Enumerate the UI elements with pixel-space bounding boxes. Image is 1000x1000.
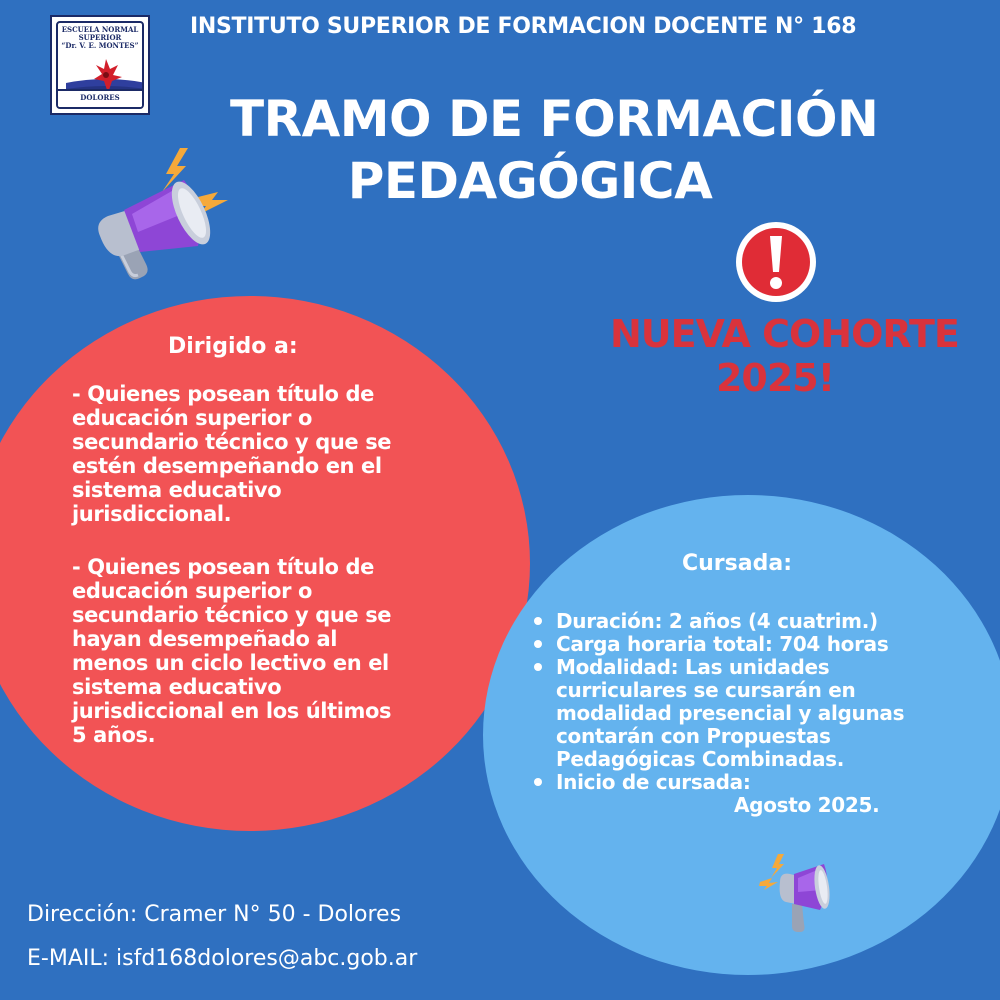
audience-p2-line: menos un ciclo lectivo en el — [72, 651, 389, 675]
email-text: E-MAIL: isfd168dolores@abc.gob.ar — [27, 946, 418, 971]
address-text: Dirección: Cramer N° 50 - Dolores — [27, 902, 402, 927]
audience-p1-line: sistema educativo — [72, 478, 282, 502]
institute-name: INSTITUTO SUPERIOR DE FORMACION DOCENTE N° 168 — [190, 14, 857, 39]
list-item — [532, 633, 992, 656]
list-item — [532, 610, 992, 633]
list-item — [532, 771, 992, 794]
audience-p2-line: 5 años. — [72, 723, 156, 747]
list-item — [532, 656, 992, 771]
megaphone-icon — [88, 140, 238, 290]
page-title — [230, 88, 879, 212]
megaphone-icon — [758, 852, 838, 934]
title-line-1: TRAMO DE FORMACIÓN — [230, 90, 879, 148]
school-logo — [50, 15, 150, 115]
start-date: Agosto 2025. — [734, 793, 880, 817]
alert-icon — [734, 220, 818, 304]
modality-text: curriculares se cursarán en — [556, 678, 856, 702]
title-line-2: PEDAGÓGICA — [347, 152, 713, 210]
logo-text-line3: “Dr. V. E. MONTES” — [61, 41, 139, 50]
modality-text: Pedagógicas Combinadas. — [556, 747, 845, 771]
duration-text: Duración: 2 años (4 cuatrim.) — [556, 609, 878, 633]
audience-p1-line: jurisdiccional. — [72, 502, 232, 526]
cohort-line-1: NUEVA COHORTE — [610, 312, 959, 356]
course-heading: Cursada: — [682, 551, 792, 576]
audience-paragraph-2 — [72, 555, 472, 747]
logo-text-line2: SUPERIOR — [78, 33, 122, 42]
audience-p2-line: secundario técnico y que se — [72, 603, 392, 627]
audience-p2-line: jurisdiccional en los últimos — [72, 699, 392, 723]
audience-p2-line: hayan desempeñado al — [72, 627, 338, 651]
audience-heading: Dirigido a: — [168, 334, 298, 359]
cohort-announcement — [610, 312, 959, 400]
bullet-icon — [534, 640, 542, 648]
course-details-list — [532, 610, 992, 817]
bullet-icon — [534, 778, 542, 786]
audience-p1-line: secundario técnico y que se — [72, 430, 392, 454]
modality-text: Modalidad: Las unidades — [556, 655, 830, 679]
modality-text: contarán con Propuestas — [556, 724, 831, 748]
bullet-icon — [534, 663, 542, 671]
start-label: Inicio de cursada: — [556, 770, 751, 794]
audience-p1-line: estén desempeñando en el — [72, 454, 382, 478]
modality-text: modalidad presencial y algunas — [556, 701, 905, 725]
audience-p1-line: - Quienes posean título de — [72, 382, 374, 406]
audience-p1-line: educación superior o — [72, 406, 312, 430]
audience-paragraph-1 — [72, 382, 472, 526]
logo-city-label: DOLORES — [58, 89, 142, 107]
logo-text-line1: ESCUELA NORMAL — [61, 25, 139, 34]
bullet-icon — [534, 617, 542, 625]
audience-p2-line: educación superior o — [72, 579, 312, 603]
audience-p2-line: - Quienes posean título de — [72, 555, 374, 579]
cohort-line-2: 2025! — [715, 356, 835, 400]
workload-text: Carga horaria total: 704 horas — [556, 632, 889, 656]
audience-p2-line: sistema educativo — [72, 675, 282, 699]
